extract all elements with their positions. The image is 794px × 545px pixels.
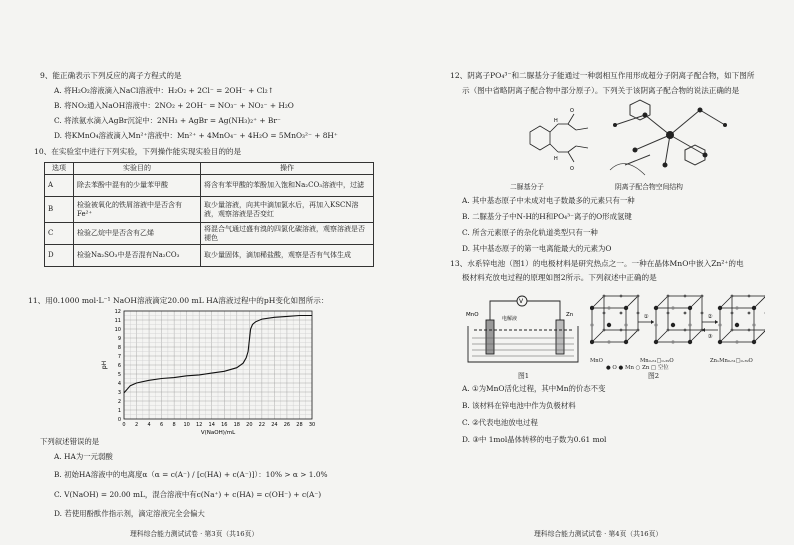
q10-row-b — [45, 197, 374, 223]
q12-option-b: B. 二脲基分子中N-H的H和PO₄³⁻离子的O形成氢键 — [462, 212, 632, 221]
lattice-zinc-atom-back — [731, 312, 734, 315]
q12-option-a: A. 其中基态原子中未成对电子数最多的元素只有一种 — [462, 196, 635, 205]
lattice-mno-atom-back — [620, 295, 623, 298]
arrow-back-head — [702, 328, 705, 332]
y-tick-label: 10 — [114, 326, 121, 333]
lattice-activated-atom — [654, 340, 658, 344]
y-tick-label: 0 — [117, 416, 121, 423]
figure-2-legend: ● O ● Mn ○ Zn □ 空位 — [606, 365, 669, 371]
x-tick-label: 30 — [308, 422, 316, 428]
lattice-mno-atom — [624, 340, 628, 344]
y-tick-label: 12 — [114, 308, 121, 315]
x-tick-label: 0 — [122, 422, 126, 428]
anion-complex-figure — [605, 95, 735, 180]
q12-caption-right: 阴离子配合物空间结构 — [615, 183, 683, 191]
lattice-mno-atom — [607, 340, 610, 343]
lattice-mno-atom — [590, 306, 594, 310]
diurea-molecule-figure — [510, 100, 600, 180]
lattice-mno-atom — [624, 306, 628, 310]
y-tick-label: 6 — [117, 362, 121, 369]
x-tick-label: 16 — [221, 422, 228, 428]
lattice-zinc-atom-back — [748, 295, 751, 298]
x-tick-label: 22 — [258, 422, 266, 428]
q10-row-c — [45, 223, 374, 245]
figure-2-label-b: Mn₀.₆₁□₀.₃₉O — [640, 358, 674, 364]
y-tick-label: 4 — [117, 380, 121, 387]
arrow-head-0 — [651, 320, 654, 324]
q10-header-operation: 操作 — [201, 163, 374, 175]
q9-stem: 9、能正确表示下列反应的离子方程式的是 — [40, 71, 182, 80]
q10-table-header — [45, 163, 374, 175]
lattice-zinc-edge — [720, 296, 732, 308]
y-tick-label: 2 — [117, 398, 121, 405]
lattice-zinc-atom — [752, 323, 755, 326]
figure-2-label-a: MnO — [590, 358, 603, 364]
q12-stem-line-1: 12、阴离子PO₄³⁻和二脲基分子能通过一种弱相互作用形成超分子阴离子配合物，如下图所 — [450, 71, 755, 80]
q10-row-a-purpose: 除去苯酚中混有的少量苯甲酸 — [74, 175, 201, 197]
lattice-activated-atom-back — [701, 312, 704, 315]
q9-option-b: B. 将NO₂通入NaOH溶液中：2NO₂ + 2OH⁻ = NO₃⁻ + NO₂⁻ + H₂O — [54, 101, 294, 110]
q13-option-b: B. 该材料在锌电池中作为负极材料 — [462, 401, 576, 410]
q13-option-c: C. ②代表电池放电过程 — [462, 418, 538, 427]
lattice-activated-edge — [656, 296, 668, 308]
lattice-activated-atom-back — [667, 329, 670, 332]
lattice-zinc-atom-back — [748, 329, 751, 332]
figure-1-label: 图1 — [518, 372, 530, 380]
lattice-zinc-atom — [735, 340, 738, 343]
lattice-activated-atom — [671, 323, 675, 327]
lattice-zinc-edge — [754, 330, 765, 342]
q13-option-d: D. ③中 1mol晶体转移的电子数为0.61 mol — [462, 435, 607, 444]
lattice-activated-atom — [688, 340, 692, 344]
x-tick-label: 26 — [283, 422, 291, 428]
x-tick-label: 20 — [246, 422, 253, 428]
step-label-3: ③ — [707, 334, 713, 340]
lattice-mno-atom-back — [637, 295, 640, 298]
q10-header-purpose: 实验目的 — [74, 163, 201, 175]
lattice-mno-edge — [626, 330, 638, 342]
q10-table — [44, 162, 374, 267]
lattice-mno-edge — [592, 296, 604, 308]
lattice-mno-atom — [607, 323, 611, 327]
lattice-mno-atom-back — [620, 329, 623, 332]
lattice-activated-edge — [690, 296, 702, 308]
q10-row-c-purpose: 检验乙烷中是否含有乙烯 — [74, 223, 201, 245]
q10-row-b-label: B — [45, 197, 74, 223]
q10-row-b-operation: 取少量溶液，向其中滴加氯水后，再加入KSCN溶液，观察溶液是否变红 — [201, 197, 374, 223]
q10-stem: 10、在实验室中进行下列实验，下列操作能实现实验目的的是 — [34, 147, 242, 156]
q11-option-d: D. 若使用酚酞作指示剂，滴定溶液完全会偏大 — [54, 509, 205, 518]
q10-row-a — [45, 175, 374, 197]
q13-option-a: A. ①为MnO活化过程，其中Mn的价态不变 — [462, 384, 606, 393]
q13-stem-line-2: 极材料充放电过程的原理如图2所示。下列叙述中正确的是 — [462, 273, 657, 282]
q10-row-a-operation: 将含有苯甲酸的苯酚加入饱和Na₂CO₃溶液中，过滤 — [201, 175, 374, 197]
lattice-zinc-atom — [735, 306, 738, 309]
q12-caption-left: 二脲基分子 — [510, 183, 544, 191]
lattice-activated-atom — [671, 306, 674, 309]
lattice-mno-atom — [590, 323, 593, 326]
x-tick-label: 18 — [233, 422, 240, 428]
x-tick-label: 12 — [196, 422, 203, 428]
arrow-head-1 — [715, 320, 718, 324]
y-tick-label: 5 — [117, 371, 121, 378]
lattice-activated-atom — [688, 306, 692, 310]
figure-2-label-c: ZnₓMn₀.₆₁□₀.₃₉O — [710, 358, 753, 364]
svg-text:O: O — [570, 108, 574, 114]
lattice-mno-edge — [592, 330, 604, 342]
q12-option-d: D. 其中基态原子的第一电离能最大的元素为O — [462, 244, 612, 253]
q11-option-c: C. V(NaOH) = 20.00 mL，混合溶液中有c(Na⁺) + c(HA) = c(OH⁻) + c(A⁻) — [54, 490, 322, 499]
left-page — [28, 0, 379, 545]
x-tick-label: 4 — [147, 422, 151, 428]
lattice-activated-atom — [688, 323, 691, 326]
q10-row-b-purpose: 检验被氧化的铁屑溶液中是否含有Fe²⁺ — [74, 197, 201, 223]
q10-header-option: 选项 — [45, 163, 74, 175]
titration-chart — [100, 307, 320, 437]
lattice-activated-edge — [690, 330, 702, 342]
step-label-1: ① — [643, 314, 649, 320]
lattice-zinc-atom — [718, 340, 722, 344]
y-tick-label: 3 — [117, 389, 121, 396]
x-tick-label: 10 — [183, 422, 190, 428]
q10-row-d — [45, 245, 374, 267]
x-tick-label: 28 — [296, 422, 303, 428]
x-tick-label: 14 — [208, 422, 215, 428]
q11-option-a: A. HA为一元弱酸 — [54, 452, 113, 461]
x-tick-label: 24 — [271, 422, 278, 428]
lattice-zinc-atom — [735, 323, 739, 327]
y-axis-label: pH — [101, 360, 108, 370]
lattice-zinc-atom — [752, 306, 756, 310]
left-footer: 理科综合能力测试试卷 · 第3页（共16页） — [130, 530, 259, 538]
y-tick-label: 8 — [117, 344, 121, 351]
right-page — [410, 0, 762, 545]
lattice-zinc-atom — [718, 323, 721, 326]
lattice-mno-atom-back — [637, 329, 640, 332]
figure-1-cell — [460, 292, 585, 367]
figure-1-voltmeter-label: V — [519, 298, 524, 305]
right-footer: 理科综合能力测试试卷 · 第4页（共16页） — [534, 530, 663, 538]
svg-text:O: O — [570, 166, 574, 172]
lattice-activated-atom — [654, 306, 658, 310]
y-tick-label: 11 — [114, 317, 121, 324]
q11-stem: 11、用0.1000 mol·L⁻¹ NaOH溶液滴定20.00 mL HA溶液过程中的pH变化如图所示： — [28, 296, 329, 305]
lattice-zinc-atom — [718, 306, 722, 310]
lattice-zinc-atom-back — [731, 329, 734, 332]
lattice-activated-atom — [654, 323, 657, 326]
lattice-zinc-atom — [752, 340, 756, 344]
y-tick-label: 7 — [117, 353, 121, 360]
lattice-zinc-edge — [754, 296, 765, 308]
lattice-activated-atom-back — [684, 295, 687, 298]
lattice-mno-atom-back — [603, 329, 606, 332]
lattice-zinc-atom-back — [731, 295, 734, 298]
q11-option-b: B. 初始HA溶液中的电离度α（α = c(A⁻) / [c(HA) + c(A⁻)]）：10% > α > 1.0% — [54, 470, 328, 479]
figure-1-electrolyte-label: 电解液 — [502, 316, 518, 322]
figure-2-label: 图2 — [648, 372, 660, 380]
lattice-activated-edge — [656, 330, 668, 342]
q10-row-d-operation: 取少量固体，滴加稀盐酸，观察是否有气体生成 — [201, 245, 374, 267]
x-tick-label: 6 — [160, 422, 164, 428]
x-axis-label: V(NaOH)/mL — [200, 430, 236, 436]
step-label-2: ② — [707, 314, 713, 320]
q9-option-d: D. 将KMnO₄溶液滴入Mn²⁺溶液中：Mn²⁺ + 4MnO₄⁻ + 4H₂O = 5MnO₃²⁻ + 8H⁺ — [54, 131, 338, 140]
lattice-zinc-edge — [720, 330, 732, 342]
lattice-mno-atom-back — [603, 295, 606, 298]
lattice-activated-atom-back — [684, 329, 687, 332]
lattice-mno-atom — [590, 340, 594, 344]
q10-row-c-label: C — [45, 223, 74, 245]
q10-row-d-purpose: 检验Na₂SO₃中是否混有Na₂CO₃ — [74, 245, 201, 267]
y-tick-label: 9 — [117, 335, 121, 342]
lattice-activated-atom-back — [684, 312, 687, 315]
figure-2-lattice — [590, 292, 765, 364]
lattice-activated-atom-back — [667, 312, 670, 315]
q13-stem-line-1: 13、水系锌电池（图1）的电极材料是研究热点之一。一种在晶体MnO中嵌入Zn²⁺的电 — [450, 259, 744, 268]
q10-row-a-label: A — [45, 175, 74, 197]
lattice-mno-atom-back — [637, 312, 640, 315]
lattice-mno-edge — [626, 296, 638, 308]
q10-row-d-label: D — [45, 245, 74, 267]
lattice-zinc-atom-back — [748, 312, 751, 315]
svg-text:H: H — [554, 118, 558, 124]
figure-1-mno-label: MnO — [466, 312, 479, 318]
q12-stem-line-2: 示（图中省略阴离子配合物中部分原子）。下列关于该阴离子配合物的说法正确的是 — [462, 86, 740, 95]
x-tick-label: 8 — [172, 422, 176, 428]
q9-option-a: A. 将H₂O₂溶液滴入NaCl溶液中：H₂O₂ + 2Cl⁻ = 2OH⁻ + Cl₂↑ — [54, 86, 274, 95]
lattice-activated-atom-back — [667, 295, 670, 298]
lattice-mno-atom-back — [603, 312, 606, 315]
x-tick-label: 2 — [134, 422, 139, 428]
lattice-activated-atom — [671, 340, 674, 343]
lattice-mno-atom — [624, 323, 627, 326]
lattice-mno-atom — [607, 306, 610, 309]
q9-option-c: C. 将浓氨水滴入AgBr沉淀中：2NH₃ + AgBr = Ag(NH₃)₂⁺ + Br⁻ — [54, 116, 281, 125]
q10-row-c-operation: 将混合气通过盛有溴的四氯化碳溶液，观察溶液是否褪色 — [201, 223, 374, 245]
q11-sub: 下列叙述错误的是 — [40, 437, 100, 446]
svg-text:H: H — [554, 156, 558, 162]
lattice-mno-atom-back — [620, 312, 623, 315]
y-tick-label: 1 — [117, 407, 121, 414]
lattice-activated-atom-back — [701, 295, 704, 298]
figure-1-zn-label: Zn — [566, 312, 574, 318]
q12-option-c: C. 所含元素原子的杂化轨道类型只有一种 — [462, 228, 598, 237]
